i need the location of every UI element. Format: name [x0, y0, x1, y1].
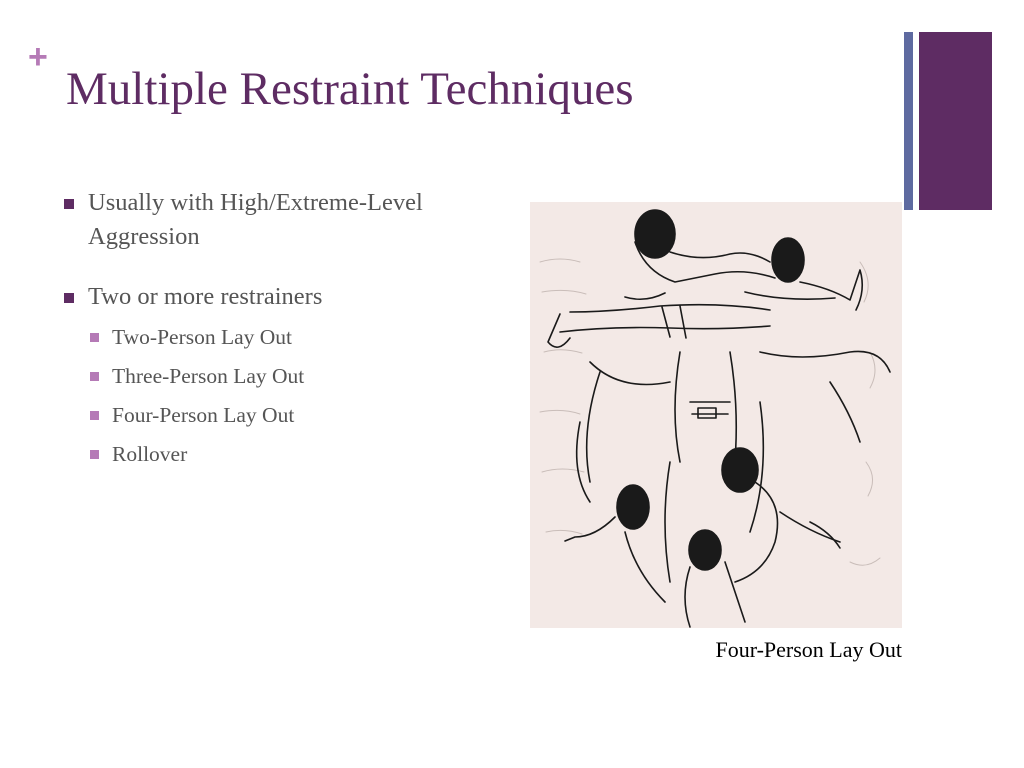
- sub-bullet-text: Three-Person Lay Out: [112, 364, 305, 388]
- sub-bullet-item: [62, 357, 522, 396]
- sub-bullet-square-icon: [90, 333, 99, 342]
- slide-title: Multiple Restraint Techniques: [66, 63, 634, 115]
- bullet-square-icon: [64, 199, 74, 209]
- bullet-text: Two or more restrainers: [88, 283, 323, 310]
- sub-bullet-text: Rollover: [112, 442, 188, 466]
- sub-bullet-square-icon: [90, 450, 99, 459]
- sub-bullet-text: Two-Person Lay Out: [112, 325, 293, 349]
- figure-caption: Four-Person Lay Out: [715, 637, 902, 662]
- sub-bullet-item: [62, 396, 522, 435]
- bullet-item: [62, 280, 522, 314]
- four-person-layout-drawing: [530, 202, 902, 628]
- bullet-square-icon: [64, 293, 74, 303]
- bullet-text: Usually with High/Extreme-Level Aggression: [88, 189, 423, 250]
- sub-bullet-square-icon: [90, 411, 99, 420]
- sub-bullet-square-icon: [90, 372, 99, 381]
- bullet-list: [62, 186, 522, 474]
- plus-icon: +: [28, 38, 48, 76]
- sub-bullet-item: [62, 435, 522, 474]
- restraint-illustration: [530, 202, 902, 628]
- sub-bullet-item: [62, 318, 522, 357]
- accent-bar-thin: [904, 32, 913, 210]
- accent-bar-thick: [919, 32, 992, 210]
- bullet-item: [62, 186, 522, 254]
- sub-bullet-text: Four-Person Lay Out: [112, 403, 295, 427]
